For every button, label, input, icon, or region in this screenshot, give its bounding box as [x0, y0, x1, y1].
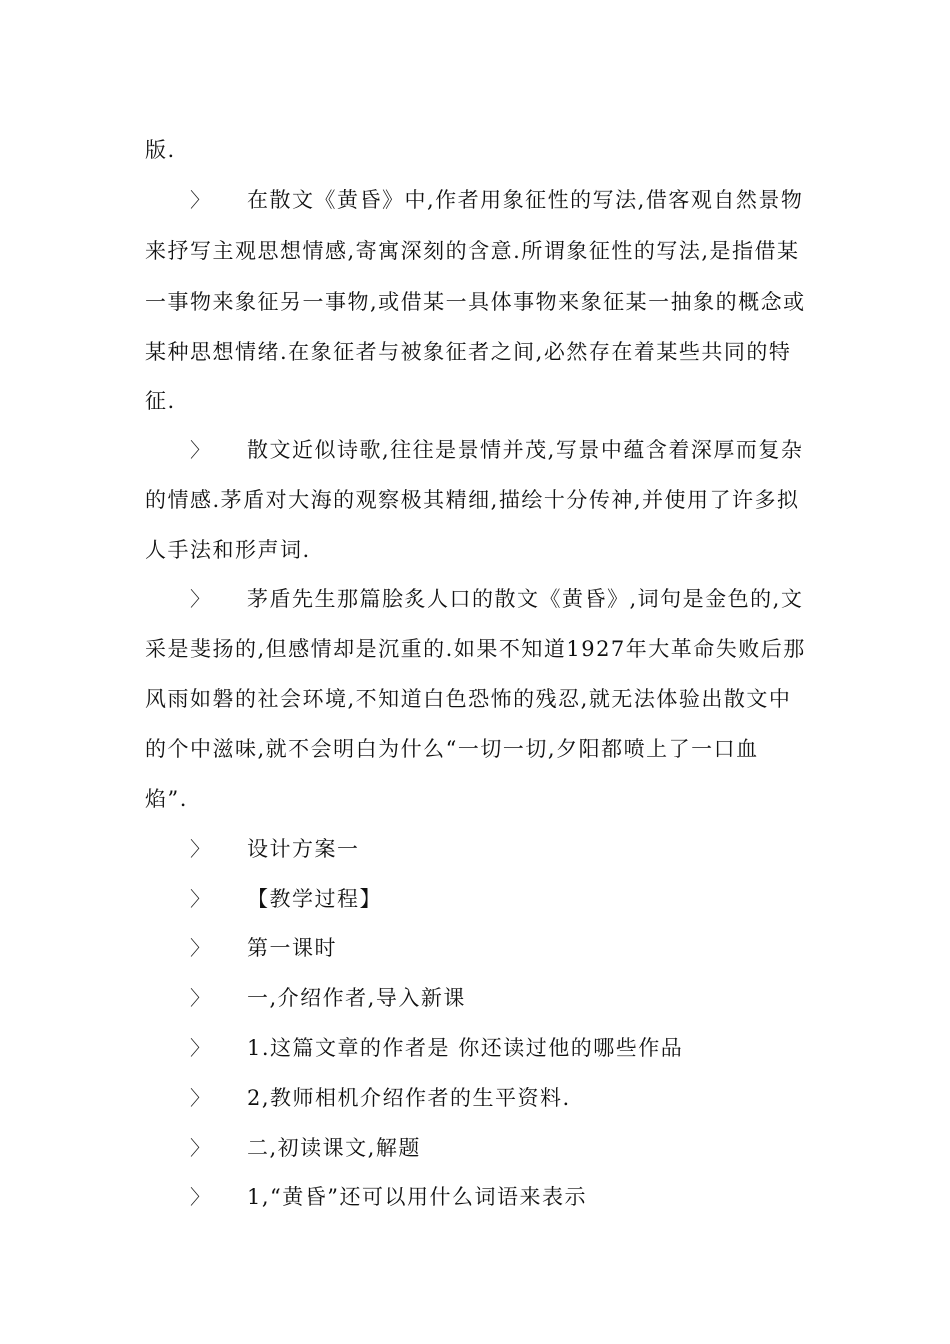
- paragraph-2-first-text: 散文近似诗歌,往往是景情并茂,写景中蕴含着深厚而复杂: [247, 438, 804, 462]
- paragraph-1-line-2: 一事物来象征另一事物,或借某一具体事物来象征某一抽象的概念或: [145, 290, 806, 314]
- paragraph-2-line-2: 人手法和形声词.: [145, 538, 311, 562]
- paragraph-1-line-3: 某种思想情绪.在象征者与被象征者之间,必然存在着某些共同的特: [145, 340, 792, 364]
- list-item-text: 2,教师相机介绍作者的生平资料.: [247, 1086, 571, 1110]
- bullet-arrow-icon: 〉: [190, 1036, 210, 1060]
- paragraph-1-line-4: 征.: [145, 389, 176, 413]
- list-item: [145, 933, 810, 963]
- list-item-text: 二,初读课文,解题: [247, 1136, 421, 1160]
- paragraph-1-line-1: 来抒写主观思想情感,寄寓深刻的含意.所谓象征性的写法,是指借某: [145, 239, 800, 263]
- list-item-text: 一,介绍作者,导入新课: [247, 986, 466, 1010]
- paragraph-0-line-0: 版.: [145, 138, 176, 162]
- bullet-arrow-icon: 〉: [190, 1086, 210, 1110]
- list-item: [145, 983, 810, 1013]
- list-item-text: 设计方案一: [247, 837, 360, 861]
- list-item: [145, 1083, 810, 1113]
- paragraph-1-first-line: [145, 185, 810, 215]
- paragraph-2-first-line: [145, 435, 810, 465]
- paragraph-2-line-1: 的情感.茅盾对大海的观察极其精细,描绘十分传神,并使用了许多拟: [145, 488, 800, 512]
- paragraph-3-first-line: [145, 584, 810, 614]
- bullet-arrow-icon: 〉: [190, 438, 210, 462]
- paragraph-3-line-1: 采是斐扬的,但感情却是沉重的.如果不知道1927年大革命失败后那: [145, 637, 806, 661]
- list-item-text: 【教学过程】: [247, 887, 382, 911]
- paragraph-3-first-text: 茅盾先生那篇脍炙人口的散文《黄昏》,词句是金色的,文: [247, 587, 804, 611]
- bullet-arrow-icon: 〉: [190, 1136, 210, 1160]
- bullet-arrow-icon: 〉: [190, 188, 210, 212]
- paragraph-3-line-4: 焰”.: [145, 787, 188, 811]
- bullet-arrow-icon: 〉: [190, 887, 210, 911]
- list-item: [145, 884, 810, 914]
- list-item: [145, 1033, 810, 1063]
- bullet-arrow-icon: 〉: [190, 936, 210, 960]
- paragraph-3-line-2: 风雨如磐的社会环境,不知道白色恐怖的残忍,就无法体验出散文中: [145, 687, 792, 711]
- bullet-arrow-icon: 〉: [190, 986, 210, 1010]
- paragraph-3-line-3: 的个中滋味,就不会明白为什么“一切一切,夕阳都喷上了一口血: [145, 737, 759, 761]
- bullet-arrow-icon: 〉: [190, 587, 210, 611]
- bullet-arrow-icon: 〉: [190, 837, 210, 861]
- list-item-text: 1,“黄昏”还可以用什么词语来表示: [247, 1185, 588, 1209]
- bullet-arrow-icon: 〉: [190, 1185, 210, 1209]
- list-item: [145, 834, 810, 864]
- list-item: [145, 1133, 810, 1163]
- paragraph-1-first-text: 在散文《黄昏》中,作者用象征性的写法,借客观自然景物: [247, 188, 804, 212]
- list-item: [145, 1182, 810, 1212]
- list-item-text: 第一课时: [247, 936, 337, 960]
- list-item-text: 1.这篇文章的作者是 你还读过他的哪些作品: [247, 1036, 684, 1060]
